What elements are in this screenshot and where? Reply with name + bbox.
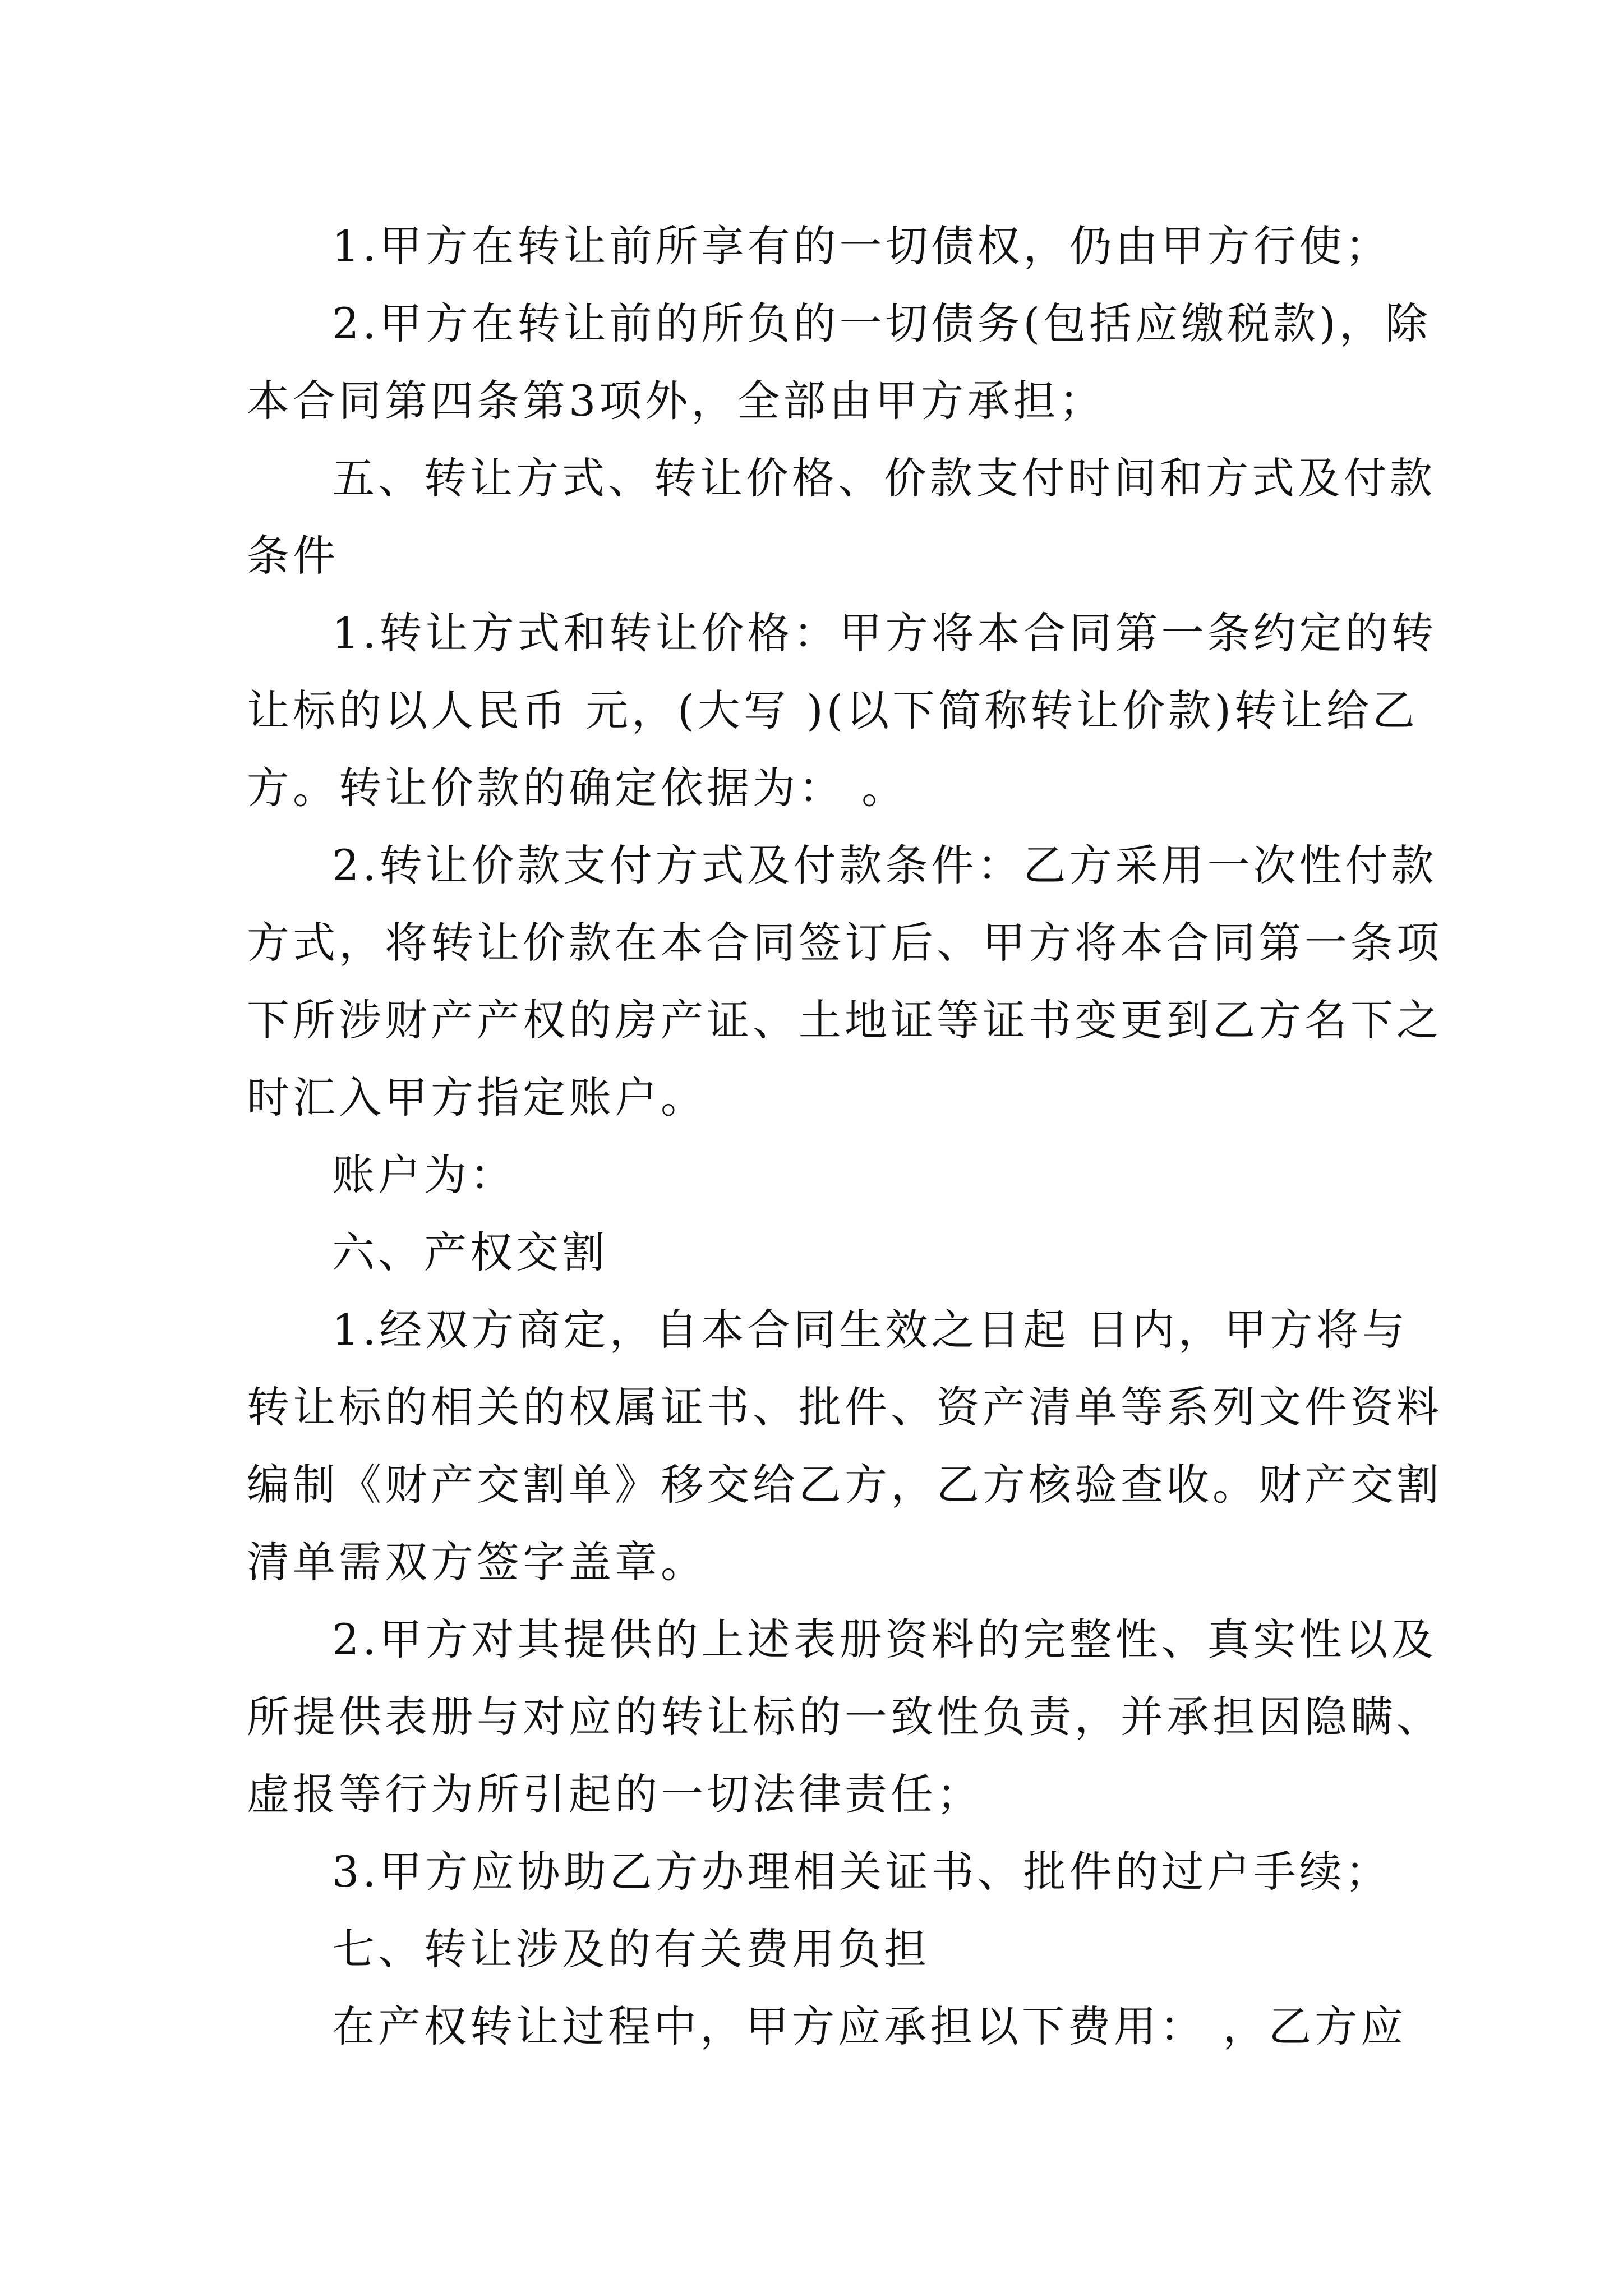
clause-line: 2.甲方在转让前的所负的一切债务(包括应缴税款)，除 [332,298,1431,348]
clause-line: 编制《财产交割单》移交给乙方，乙方核验查收。财产交割 [247,1460,1442,1510]
section-heading: 七、转让涉及的有关费用负担 [332,1924,930,1974]
clause-line: 3.甲方应协助乙方办理相关证书、批件的过户手续； [332,1847,1391,1897]
clause-line: 1.转让方式和转让价格：甲方将本合同第一条约定的转 [332,608,1437,658]
section-heading: 六、产权交割 [332,1227,608,1277]
account-line: 账户为： [332,1150,516,1200]
clause-line: 虚报等行为所引起的一切法律责任； [247,1769,983,1819]
clause-line: 清单需双方签字盖章。 [247,1537,707,1587]
section-heading-continuation: 条件 [247,531,339,581]
clause-line: 方。转让价款的确定依据为： 。 [247,763,908,813]
clause-line: 2.甲方对其提供的上述表册资料的完整性、真实性以及 [332,1614,1437,1664]
clause-line: 方式，将转让价款在本合同签订后、甲方将本合同第一条项 [247,918,1442,968]
clause-line: 1.经双方商定，自本合同生效之日起 日内，甲方将与 [332,1305,1408,1355]
section-heading: 五、转让方式、转让价格、价款支付时间和方式及付款 [332,453,1436,503]
clause-line: 2.转让价款支付方式及付款条件：乙方采用一次性付款 [332,840,1437,890]
document-body [247,208,1442,2065]
clause-line: 所提供表册与对应的转让标的一致性负责，并承担因隐瞒、 [247,1692,1442,1742]
clause-line: 在产权转让过程中，甲方应承担以下费用： ，乙方应 [332,2001,1407,2051]
clause-line: 下所涉财产产权的房产证、土地证等证书变更到乙方名下之 [247,995,1442,1045]
clause-line: 时汇入甲方指定账户。 [247,1073,707,1122]
clause-line: 本合同第四条第3项外，全部由甲方承担； [247,376,1105,426]
clause-line: 转让标的相关的权属证书、批件、资产清单等系列文件资料 [247,1382,1442,1432]
clause-line: 让标的以人民币 元，(大写 )(以下简称转让价款)转让给乙 [247,685,1418,735]
clause-line: 1.甲方在转让前所享有的一切债权，仍由甲方行使； [332,221,1391,271]
